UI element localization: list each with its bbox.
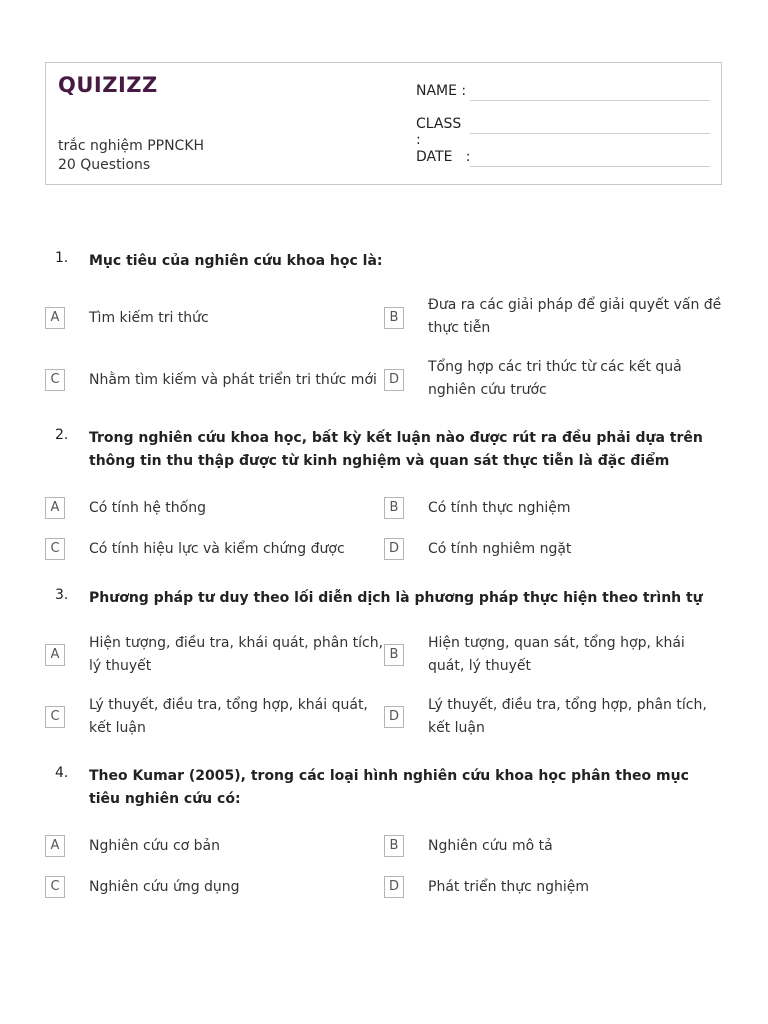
- option-letter-box[interactable]: B: [384, 644, 404, 666]
- date-label: DATE :: [416, 149, 471, 165]
- option-letter-box[interactable]: B: [384, 835, 404, 857]
- option-text: Đưa ra các giải pháp để giải quyết vấn đề thực tiễn: [428, 297, 722, 336]
- option-letter-box[interactable]: C: [45, 876, 65, 898]
- option-letter-box[interactable]: C: [45, 706, 65, 728]
- option-letter-box[interactable]: D: [384, 369, 404, 391]
- option-letter-box[interactable]: A: [45, 835, 65, 857]
- date-line[interactable]: [470, 166, 710, 167]
- option-letter-box[interactable]: A: [45, 307, 65, 329]
- date-field[interactable]: [416, 149, 470, 165]
- question-text: Theo Kumar (2005), trong các loại hình nghiên cứu khoa học phân theo mục tiêu nghiên cứu có:: [89, 768, 689, 807]
- option-text: Lý thuyết, điều tra, tổng hợp, khái quát, kết luận: [89, 697, 368, 736]
- option-letter-box[interactable]: C: [45, 369, 65, 391]
- option-text: Hiện tượng, điều tra, khái quát, phân tích, lý thuyết: [89, 635, 384, 674]
- class-field[interactable]: [416, 116, 470, 148]
- question-number: 2.: [55, 427, 69, 443]
- option-letter-box[interactable]: D: [384, 876, 404, 898]
- quiz-title: trắc nghiệm PPNCKH: [58, 138, 205, 154]
- question-number: 3.: [55, 587, 69, 603]
- option-letter-box[interactable]: A: [45, 644, 65, 666]
- option-text: Nghiên cứu cơ bản: [89, 838, 221, 854]
- option-text: Có tính hệ thống: [89, 500, 206, 516]
- question-number: 4.: [55, 765, 69, 781]
- question-text: Trong nghiên cứu khoa học, bất kỳ kết luận nào được rút ra đều phải dựa trên thông tin thu thập được từ kinh nghiệm và quan sát thực tiễn là đặc điểm: [89, 430, 703, 469]
- option-letter-box[interactable]: D: [384, 706, 404, 728]
- name-line[interactable]: [470, 100, 710, 101]
- option-text: Có tính hiệu lực và kiểm chứng được: [89, 541, 345, 557]
- option-text: Phát triển thực nghiệm: [428, 879, 590, 895]
- option-text: Có tính nghiêm ngặt: [428, 541, 572, 557]
- option-letter-box[interactable]: B: [384, 307, 404, 329]
- question-text: Phương pháp tư duy theo lối diễn dịch là phương pháp thực hiện theo trình tự: [89, 590, 703, 606]
- class-line[interactable]: [470, 133, 710, 134]
- option-text: Nghiên cứu mô tả: [428, 838, 553, 854]
- option-letter-box[interactable]: C: [45, 538, 65, 560]
- option-text: Tìm kiếm tri thức: [89, 310, 209, 326]
- quizizz-logo: QUIZIZZ: [58, 73, 158, 97]
- option-letter-box[interactable]: D: [384, 538, 404, 560]
- name-label: NAME :: [416, 83, 467, 99]
- class-label: CLASS :: [416, 116, 462, 148]
- name-field[interactable]: [416, 83, 470, 99]
- option-text: Có tính thực nghiệm: [428, 500, 571, 516]
- question-count: 20 Questions: [58, 157, 151, 173]
- option-text: Nghiên cứu ứng dụng: [89, 879, 240, 895]
- worksheet-header: [45, 62, 722, 185]
- option-text: Nhằm tìm kiếm và phát triển tri thức mới: [89, 372, 377, 388]
- question-text: Mục tiêu của nghiên cứu khoa học là:: [89, 253, 383, 269]
- option-text: Hiện tượng, quan sát, tổng hợp, khái quát, lý thuyết: [428, 635, 685, 674]
- option-text: Lý thuyết, điều tra, tổng hợp, phân tích, kết luận: [428, 697, 707, 736]
- option-letter-box[interactable]: B: [384, 497, 404, 519]
- question-number: 1.: [55, 250, 69, 266]
- option-text: Tổng hợp các tri thức từ các kết quả nghiên cứu trước: [428, 359, 682, 398]
- option-letter-box[interactable]: A: [45, 497, 65, 519]
